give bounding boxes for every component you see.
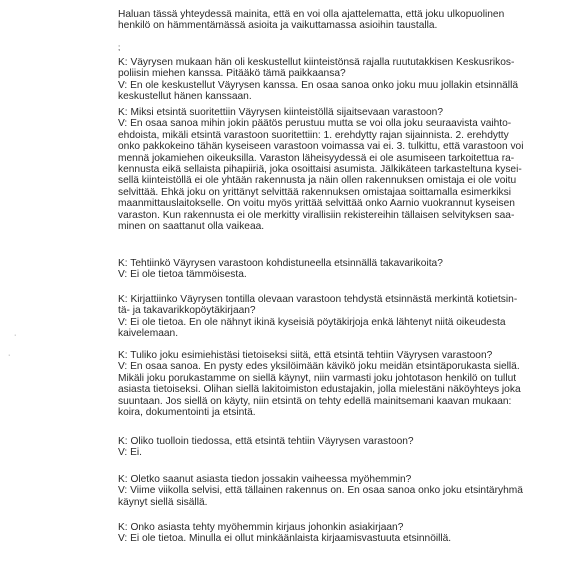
- question-line: K: Tehtiinkö Väyrysen varastoon kohdistuneella etsinnällä takavarikoita?: [118, 258, 443, 269]
- answer-line: koira, dokumentointi ja etsintä.: [118, 407, 256, 419]
- answer-line: suuntaan. Jos siellä on käyty, niin etsintä on tehty edellä mainitsemani kaavan mukaan:: [118, 395, 512, 407]
- qa-block-4: [118, 294, 568, 340]
- text-line: Haluan tässä yhteydessä mainita, että en voi olla ajattelematta, että joku ulkopuolinen: [118, 9, 505, 20]
- answer-line: V: En osaa sanoa. En pysty edes yksilöimään kävikö joku meidän etsintäporukasta siellä.: [118, 361, 520, 373]
- question-line: K: Tuliko joku esimiehistäsi tietoiseksi siitä, että etsintä tehtiin Väyrysen varastoon?: [118, 350, 493, 361]
- question-line: K: Onko asiasta tehty myöhemmin kirjaus johonkin asiakirjaan?: [118, 522, 404, 533]
- qa-block-2: [118, 107, 568, 232]
- question-line: K: Oletko saanut asiasta tiedon jossakin vaiheessa myöhemmin?: [118, 474, 412, 485]
- qa-block-6: [118, 436, 568, 459]
- question-line: K: Väyrysen mukaan hän oli keskustellut kiinteistönsä rajalla ruututakkisen Keskusrikos-: [118, 57, 515, 68]
- answer-line: Mikäli joku porukastamme on siellä käynyt, niin varmasti joku johtotason henkilö on tullut: [118, 372, 517, 384]
- answer-line: varaston. Kun rakennusta ei ole merkitty virallisiin rekistereihin tällaisen selvityksen saa-: [118, 209, 515, 221]
- qa-block-5: [118, 350, 568, 418]
- stray-mark: ;: [118, 43, 121, 52]
- answer-line: käynyt siellä sisällä.: [118, 496, 208, 508]
- answer-line: V: En osaa sanoa mihin jokin päätös perustuu mutta se voi olla joku seuraavista vaihto-: [118, 118, 512, 130]
- answer-line: sellä kiinteistöllä ei ole yhtään rakennusta ja näin ollen rakennuksen omistaja ei ole voitu: [118, 175, 517, 187]
- qa-block-7: [118, 474, 568, 508]
- scan-speck: ·: [8, 352, 11, 359]
- answer-line: selvittää. Ehkä joku on yrittänyt selvittää rakennuksen omistajaa soittamalla esimerkiksi: [118, 186, 511, 198]
- answer-line: V: En ole keskustellut Väyrysen kanssa. En osaa sanoa onko joku muu jollakin etsinnällä: [118, 79, 518, 91]
- intro-paragraph: [118, 9, 568, 32]
- question-line: poliisin miehen kanssa. Pitääkö tämä paikkaansa?: [118, 68, 346, 80]
- answer-line: kaivelemaan.: [118, 328, 179, 340]
- answer-line: V: Ei ole tietoa. En ole nähnyt ikinä kyseisiä pöytäkirjoja enkä lähtenyt niitä oikeudesta: [118, 316, 506, 328]
- answer-line: mennä jokamiehen oikeuksilla. Varaston läheisyydessä ei ole asumiseen tarkoitettua ra-: [118, 152, 515, 164]
- qa-block-8: [118, 522, 568, 545]
- answer-line: ehdoista, mikäli etsintä varastoon suoritettiin: 1. erehdytty rajan sijainnista. 2. erehdytty: [118, 129, 509, 141]
- question-line: K: Miksi etsintä suoritettiin Väyrysen kiinteistöllä sijaitsevaan varastoon?: [118, 107, 444, 118]
- answer-line: minen on saattanut olla vaikeaa.: [118, 221, 265, 233]
- question-line: K: Oliko tuolloin tiedossa, että etsintä tehtiin Väyrysen varastoon?: [118, 436, 414, 447]
- qa-block-3: [118, 258, 568, 281]
- answer-line: V: Ei.: [118, 447, 142, 459]
- answer-line: keskustellut hänen kanssaan.: [118, 91, 252, 103]
- answer-line: maanmittauslaitokselle. On voitu myös yrittää selvittää onko Aarnio vuokrannut kyseisen: [118, 198, 515, 210]
- answer-line: V: Viime viikolla selvisi, että tällainen rakennus on. En osaa sanoa onko joku etsintäryhmä: [118, 485, 523, 497]
- answer-line: kennusta eikä sellaista pihapiiriä, joka osoittaisi asumista. Jälkikäteen tarkasteltuna kysei-: [118, 164, 522, 176]
- answer-line: asiasta tietoiseksi. Olihan siellä lakitoimiston edustajakin, jolla mielestäni näköyhteys joka: [118, 384, 521, 396]
- answer-line: V: Ei ole tietoa tämmöisesta.: [118, 269, 247, 281]
- scan-speck: ·: [14, 332, 17, 339]
- qa-block-1: [118, 57, 568, 103]
- answer-line: onko pakkokeino tähän kyseiseen varastoon voimassa vai ei. 3. tulkittu, että varastoon voi: [118, 141, 524, 153]
- question-line: K: Kirjattiinko Väyrysen tontilla olevaan varastoon tehdystä etsinnästä merkintä kotietsin-: [118, 294, 518, 305]
- question-line: tä- ja takavarikkopöytäkirjaan?: [118, 305, 256, 317]
- answer-line: V: Ei ole tietoa. Minulla ei ollut minkäänlaista kirjaamisvastuuta etsinnöillä.: [118, 533, 452, 545]
- text-line: henkilö on hämmentämässä asioita ja vaikuttamassa asioihin taustalla.: [118, 20, 438, 32]
